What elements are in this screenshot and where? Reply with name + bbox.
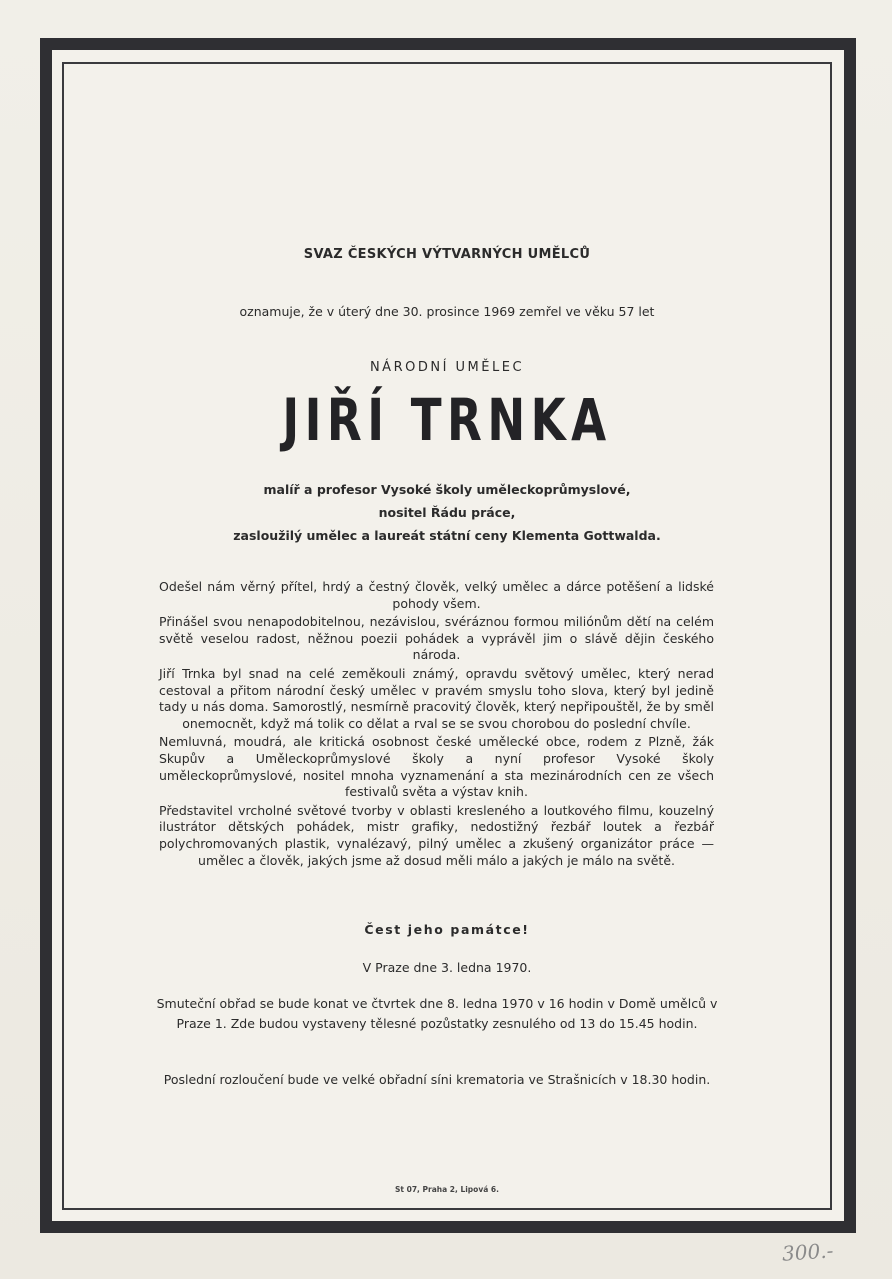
honorific-title: NÁRODNÍ UMĚLEC [369, 360, 525, 375]
farewell-details: Poslední rozloučení bude ve velké obřadní síni krematoria ve Strašnicích v 18.30 hodin. [163, 1072, 711, 1087]
eulogy-paragraph: Představitel vrcholné světové tvorby v oblasti kresleného a loutkového filmu, kouzelný ilustrátor dětských pohádek, mistr grafiky, nedostižný řezbář loutek a řezbář polychromovaných plastik, vynalézavý, pilný umělec a zkušený organizátor práce — umělec a člověk, jakých jsme až dosud měli málo a jakých je málo na světě. [159, 802, 714, 868]
eulogy-paragraph: Přinášel svou nenapodobitelnou, nezávislou, svéráznou formou miliónům dětí na celém světě veselou radost, něžnou poezii pohádek a vyprávěl jim o slávě dějin českého národa. [159, 614, 714, 663]
eulogy-text [159, 579, 714, 871]
printer-imprint: St 07, Praha 2, Lipová 6. [395, 1185, 499, 1194]
eulogy-paragraph: Jiří Trnka byl snad na celé zeměkouli známý, opravdu světový umělec, který nerad cestoval a přitom národní český umělec v pravém smyslu toho slova, který byl jedině tady u nás doma. Samorostlý, nesmírně pracovitý člověk, který nepřipouštěl, že by směl onemocnět, když má tolik co dělat a rval se se svou chorobou do poslední chvíle. [159, 665, 714, 731]
title-line: nositel Řádu práce, [378, 505, 516, 520]
ceremony-details: Smuteční obřad se bude konat ve čtvrtek dne 8. ledna 1970 v 16 hodin v Domě umělců v Praze 1. Zde budou vystaveny tělesné pozůstatky zesnulého od 13 do 15.45 hodin. [156, 996, 718, 1031]
notice-content [64, 64, 830, 1208]
pencil-price-note: 300.- [781, 1238, 835, 1266]
organization-heading: SVAZ ČESKÝCH VÝTVARNÝCH UMĚLCŮ [303, 247, 591, 262]
titles-block [64, 478, 830, 547]
eulogy-paragraph: Nemluvná, moudrá, ale kritická osobnost české umělecké obce, rodem z Plzně, žák Skupův a Uměleckoprůmyslové školy a nyní profesor Vysoké školy uměleckoprůmyslové, nositel mnoha vyznamenání a sta mezinárodních cen ze všech festivalů světa a výstav knih. [159, 734, 714, 800]
eulogy-paragraph: Odešel nám věrný přítel, hrdý a čestný člověk, velký umělec a dárce potěšení a lidské pohody všem. [159, 579, 714, 611]
honor-line: Čest jeho památce! [364, 922, 530, 937]
title-line: malíř a profesor Vysoké školy uměleckoprůmyslové, [263, 482, 631, 497]
dateline: V Praze dne 3. ledna 1970. [362, 960, 532, 975]
deceased-name: JIŘÍ TRNKA [282, 386, 612, 454]
death-announcement: oznamuje, že v úterý dne 30. prosince 1969 zemřel ve věku 57 let [239, 304, 655, 319]
title-line: zasloužilý umělec a laureát státní ceny Klementa Gottwalda. [233, 528, 661, 543]
